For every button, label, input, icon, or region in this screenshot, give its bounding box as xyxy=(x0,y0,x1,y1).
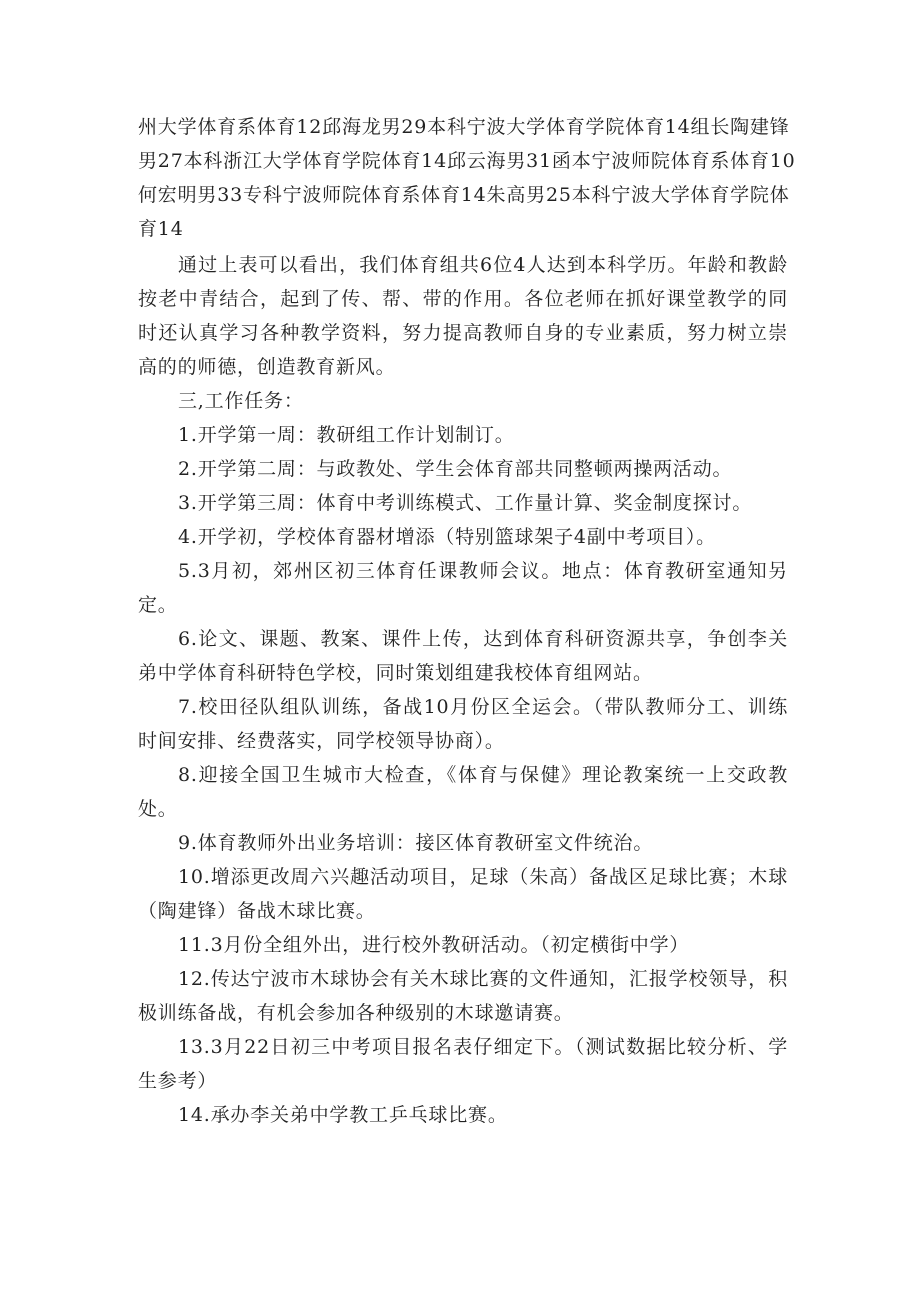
task-item: 2.开学第二周：与政教处、学生会体育部共同整顿两操两活动。 xyxy=(178,458,733,480)
task-item: 5.3月初，郊州区初三体育任课教师会议。地点：体育教研室通知另定。 xyxy=(138,560,788,616)
table-line: 何宏明男33专科宁波师院体育系体育14朱高男25本科宁波大学体育学院体 xyxy=(138,184,790,206)
teacher-table-text xyxy=(138,110,796,246)
task-item: 12.传达宁波市木球协会有关木球比赛的文件通知，汇报学校领导，积极训练备战，有机会参加各种级别的木球邀请赛。 xyxy=(138,968,788,1024)
task-item: 10.增添更改周六兴趣活动项目，足球（朱高）备战区足球比赛；木球（陶建锋）备战木球比赛。 xyxy=(138,866,788,922)
task-item: 8.迎接全国卫生城市大检查，《体育与保健》理论教案统一上交政教处。 xyxy=(138,764,788,820)
task-item: 3.开学第三周：体育中考训练模式、工作量计算、奖金制度探讨。 xyxy=(178,492,753,514)
table-line: 州大学体育系体育12邱海龙男29本科宁波大学体育学院体育14组长陶建锋 xyxy=(138,116,790,138)
task-item: 9.体育教师外出业务培训：接区体育教研室文件统治。 xyxy=(178,832,654,854)
table-line: 男27本科浙江大学体育学院体育14邱云海男31函本宁波师院体育系体育10 xyxy=(138,150,796,172)
task-item: 1.开学第一周：教研组工作计划制订。 xyxy=(178,424,515,446)
document-body xyxy=(138,110,796,1132)
section-heading: 三,工作任务： xyxy=(178,390,304,412)
task-list xyxy=(138,418,788,1132)
task-item: 4.开学初，学校体育器材增添（特别篮球架子4副中考项目）。 xyxy=(178,526,716,548)
table-line: 育14 xyxy=(138,218,184,240)
task-item: 14.承办李关弟中学教工乒乓球比赛。 xyxy=(178,1104,508,1126)
task-item: 11.3月份全组外出，进行校外教研活动。（初定横街中学） xyxy=(178,934,690,956)
summary-paragraph: 通过上表可以看出，我们体育组共6位4人达到本科学历。年龄和教龄按老中青结合，起到了传、帮、带的作用。各位老师在抓好课堂教学的同时还认真学习各种教学资料，努力提高教师自身的专业素质，努力树立崇高的的师德，创造教育新风。 xyxy=(138,254,788,378)
task-item: 7.校田径队组队训练，备战10月份区全运会。（带队教师分工、训练时间安排、经费落实，同学校领导协商）。 xyxy=(138,696,788,752)
task-item: 6.论文、课题、教案、课件上传，达到体育科研资源共享，争创李关弟中学体育科研特色学校，同时策划组建我校体育组网站。 xyxy=(138,628,788,684)
task-item: 13.3月22日初三中考项目报名表仔细定下。（测试数据比较分析、学生参考） xyxy=(138,1036,788,1092)
